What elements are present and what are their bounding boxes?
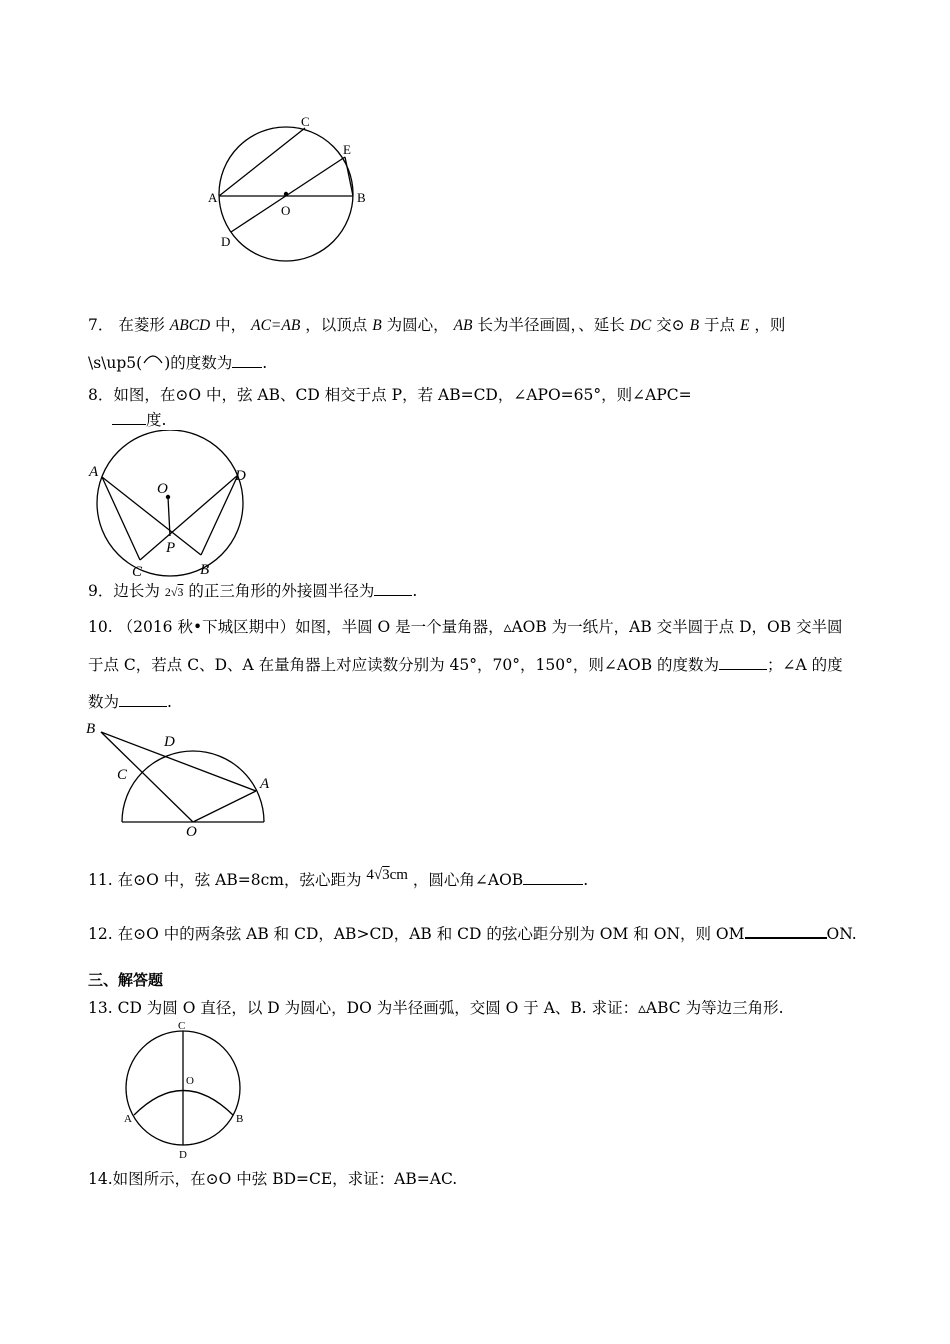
q7-text-2: 中， [215,316,247,334]
radical-sign-icon: √ [170,585,178,599]
q8-unit: 度. [146,411,167,429]
fig1-label-a: A [208,190,218,205]
fig2-label-b: B [200,562,210,578]
q7-rhombus: ABCD [169,317,211,334]
q11-end: . [583,871,589,889]
fig2-chord-dc [140,475,238,560]
question-8-line-1 [88,385,692,405]
question-10-line-2 [88,655,843,675]
q7-arc-code: \s\up5( [88,354,143,372]
fig1-label-d: D [221,234,231,249]
q8-number: 8． [88,386,114,404]
fig1-chord-eb [345,157,353,196]
q12-answer-blank[interactable] [745,923,827,939]
q14-text: 如图所示，在⊙O 中弦 BD=CE，求证：AB=AC. [112,1170,458,1188]
q7-answer-blank[interactable] [232,353,262,368]
fig2-segment-db [201,475,238,555]
q7-condition: AC=AB [251,317,301,334]
fig2-label-p: P [166,540,176,556]
section-3-title: 三、解答题 [88,971,164,989]
fig3-side-oa [193,791,256,822]
q9-answer-blank[interactable] [374,581,412,596]
fig3-label-b: B [86,721,96,737]
arc-symbol-icon [142,352,164,364]
q7-text-4: 为圆心， [386,316,449,334]
fig1-label-o: O [281,203,291,218]
q11-radical [366,867,408,883]
question-9 [88,581,417,602]
q9-coef: 2 [164,585,171,599]
q9-radicand: 3 [177,585,184,599]
question-13 [88,998,784,1018]
q11-number: 11. [88,871,113,889]
q11-text-1: 在⊙O 中，弦 AB=8cm，弦心距为 [117,871,362,889]
fig2-label-a: A [89,464,99,480]
question-11 [88,867,589,891]
fig4-label-o: O [186,1075,194,1087]
q8-text: 如图，在⊙O 中，弦 AB、CD 相交于点 P，若 AB=CD，∠APO=65°，则∠APC= [113,386,692,404]
question-10-line-3 [88,692,172,712]
fig3-side-bo [101,732,193,822]
q7-line2-text: )的度数为 [164,354,233,372]
fig1-center-dot [284,192,288,196]
q12-number: 12. [88,925,113,943]
q9-radical [165,585,184,599]
q7-circle-b: B [689,317,700,334]
q9-text-2: 的正三角形的外接圆半径为 [188,582,375,600]
q9-number: 9． [88,582,114,600]
q10-line2b: ；∠A 的度 [767,656,843,674]
q7-text-6: 交⊙ [656,316,685,334]
question-7-line-1 [88,315,785,336]
q7-segment-ab: AB [453,317,473,334]
q7-end: . [262,354,268,372]
question-10-line-1 [88,617,843,637]
fig3-label-d: D [164,734,175,750]
q11-radicand: 3 [382,867,390,883]
figure-circle-abcde [200,110,380,270]
q12-text-1: 在⊙O 中的两条弦 AB 和 CD，AB>CD，AB 和 CD 的弦心距分别为 OM 和 ON，则 OM [117,925,745,943]
q10-answer-blank-1[interactable] [719,655,767,670]
figure-semicircle-protractor [84,715,284,840]
q7-point-b: B [372,317,382,334]
fig2-segment-ac [102,477,140,560]
fig1-label-b: B [357,190,366,205]
q11-text-2: ，圆心角∠AOB [412,871,524,889]
fig1-label-e: E [343,142,351,157]
fig2-label-d: D [235,468,246,484]
q14-number: 14. [88,1170,113,1188]
q9-text-1: 边长为 [113,582,160,600]
fig2-label-o: O [157,481,168,497]
figure-circle-chords-p [84,430,254,580]
q8-answer-blank[interactable] [112,410,146,425]
fig3-label-o: O [186,824,197,840]
q13-text: CD 为圆 O 直径，以 D 为圆心，DO 为半径画弧，交圆 O 于 A、B. 求证：▵ABC 为等边三角形. [117,999,784,1017]
q7-text-1: 在菱形 [118,316,165,334]
radical-sign-icon: √ [373,867,383,883]
q12-text-2: ON. [826,925,857,943]
q13-number: 13. [88,999,113,1017]
fig1-chord-ac [219,128,305,196]
q11-coef: 4 [366,867,374,883]
q7-text-3: ，以顶点 [305,316,368,334]
q10-answer-blank-2[interactable] [119,692,167,707]
question-8-line-2 [112,410,166,430]
fig4-label-b: B [236,1113,244,1125]
q7-point-e: E [739,317,750,334]
fig4-label-c: C [178,1020,186,1032]
q9-end: . [412,582,418,600]
question-14 [88,1169,457,1189]
q10-line3a: 数为 [88,693,120,711]
figure-circle-arc-d [118,1018,258,1163]
q7-text-5: 长为半径画圆，、延长 [477,316,625,334]
fig4-label-a: A [124,1113,132,1125]
q10-line2a: 于点 C，若点 C、D、A 在量角器上对应读数分别为 45°，70°，150°，则∠AOB 的度数为 [88,656,720,674]
fig3-label-c: C [117,767,128,783]
question-7-line-2 [88,352,267,373]
q7-number: 7． [88,316,114,334]
fig4-label-d: D [179,1149,187,1161]
q7-text-7: 于点 [703,316,735,334]
question-12 [88,923,857,944]
fig2-chord-ab [102,477,201,555]
fig2-label-c: C [132,564,143,580]
q10-line1: （2016 秋•下城区期中）如图，半圆 O 是一个量角器，▵AOB 为一纸片，AB 交半圆于点 D，OB 交半圆 [117,618,843,636]
q10-end: . [167,693,172,711]
q11-answer-blank[interactable] [523,870,583,885]
fig1-label-c: C [301,114,310,129]
q7-segment-dc: DC [629,317,652,334]
q10-number: 10. [88,618,113,636]
q11-unit: cm [389,867,408,883]
q7-text-8: ，则 [754,316,786,334]
fig3-label-a: A [260,776,270,792]
